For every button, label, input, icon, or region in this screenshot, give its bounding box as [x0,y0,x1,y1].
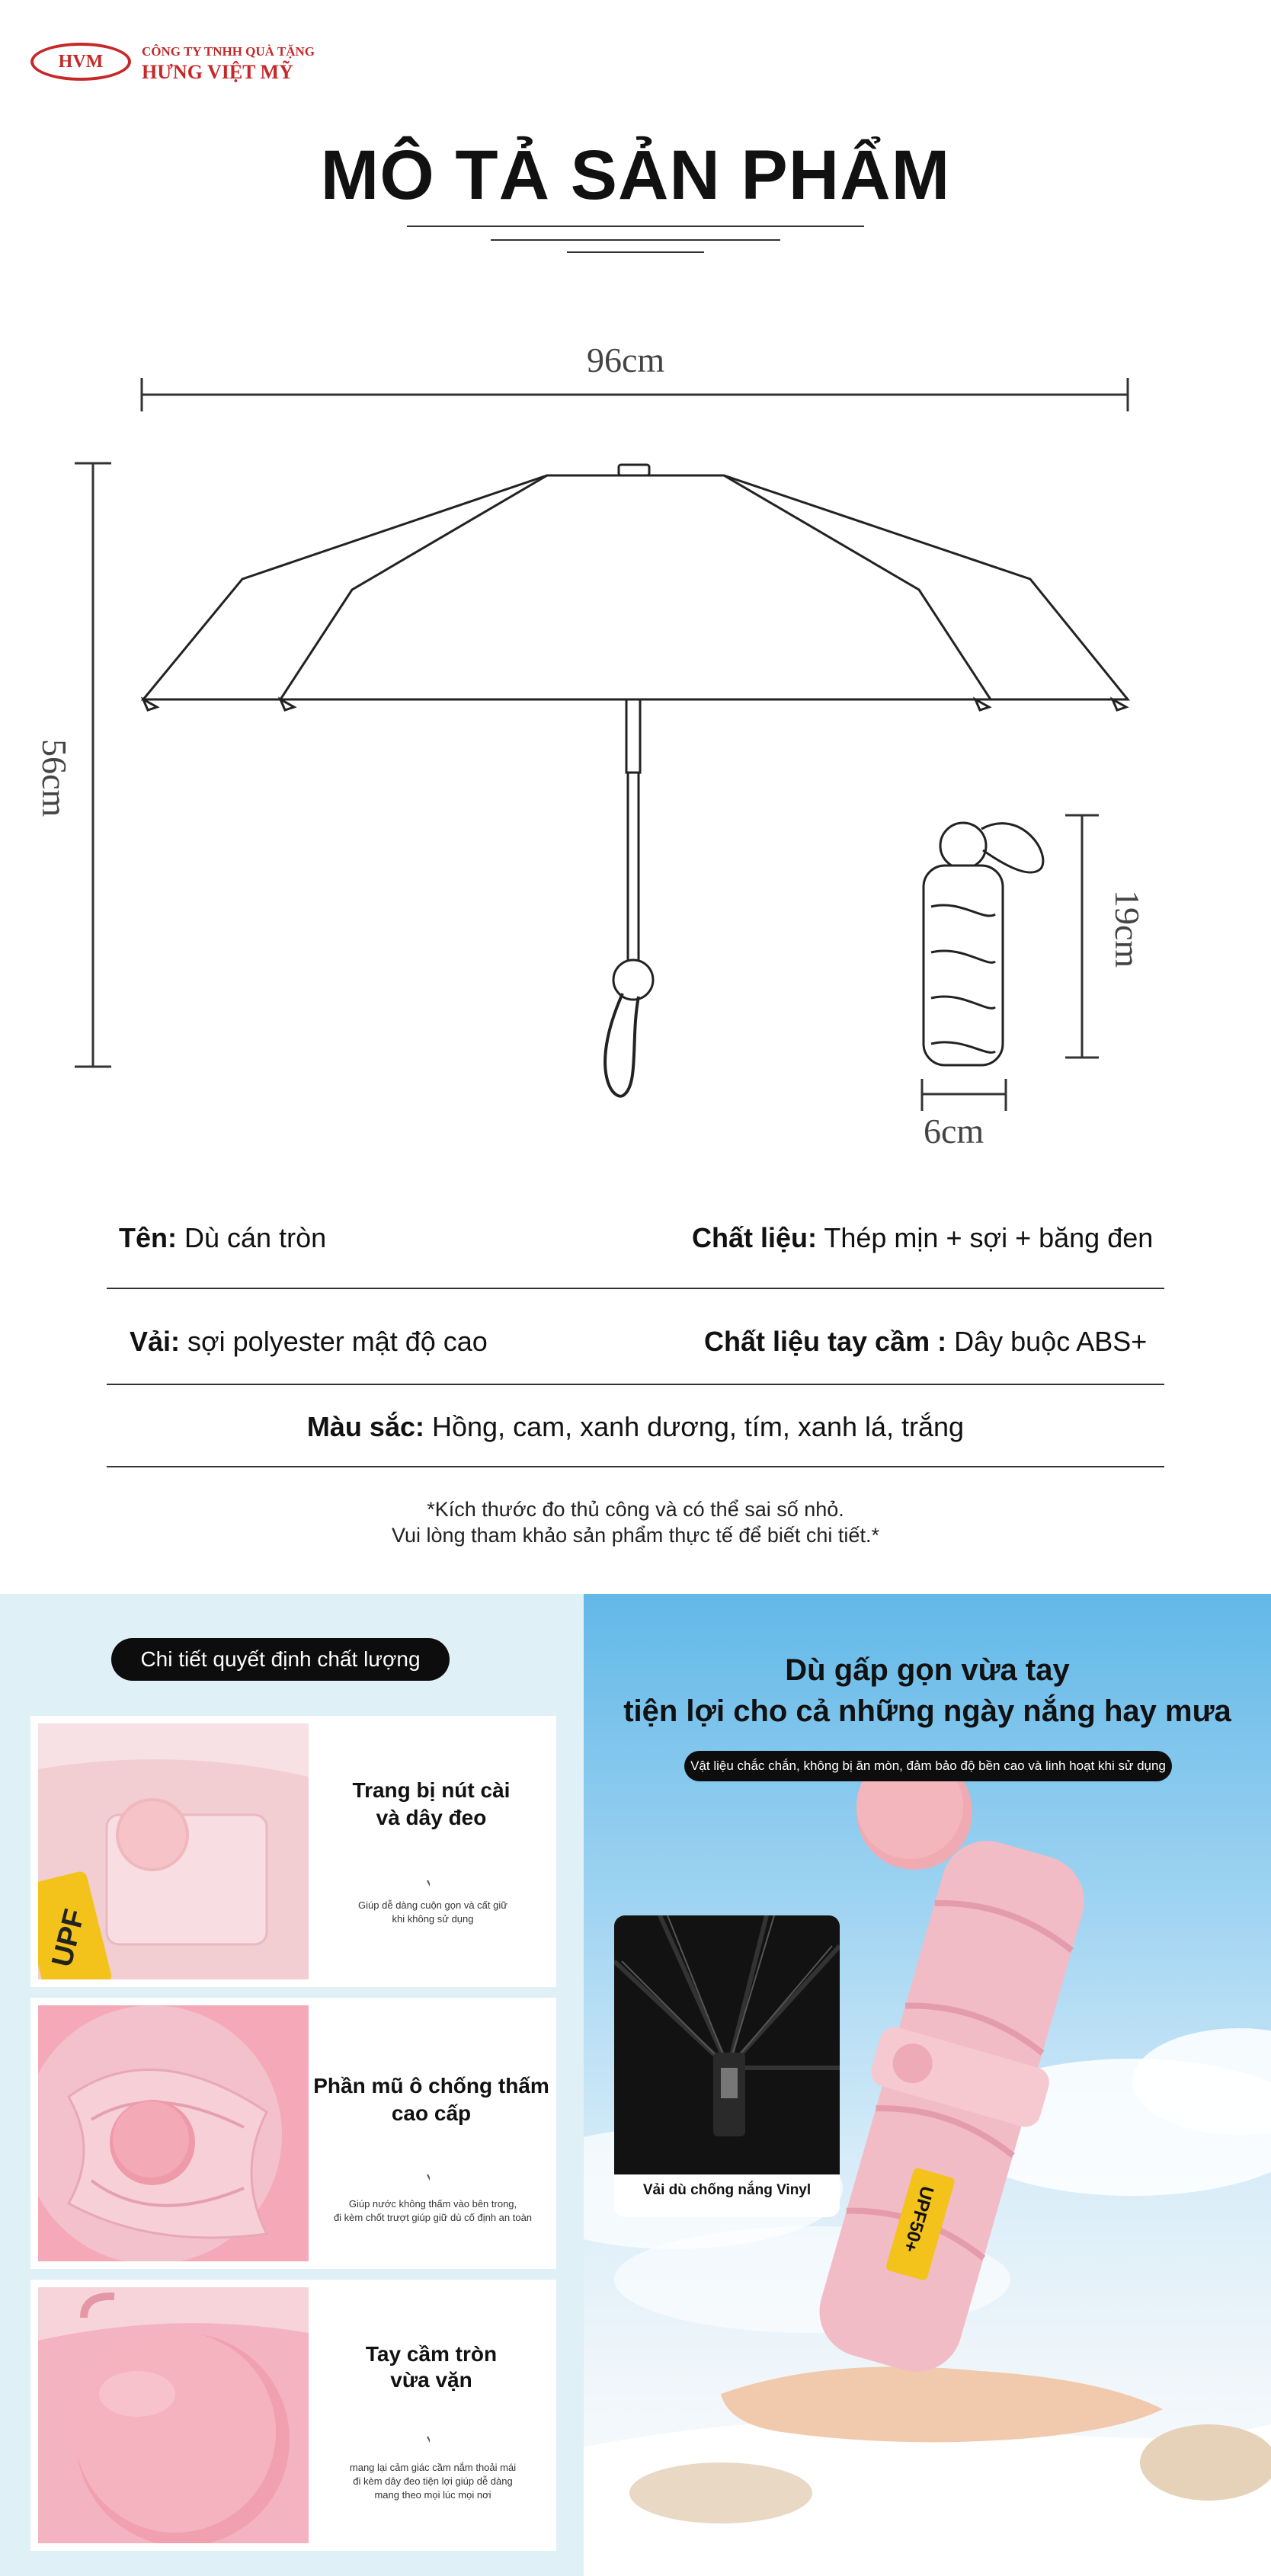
spec-fabric [130,1326,488,1358]
card3-desc-line2: đi kèm dây đeo tiện lợi giúp dễ dàng [353,2475,513,2487]
brand-logo-text: HVM [58,51,104,72]
card2-title-line1: Phần mũ ô chống thấm [313,2074,549,2098]
spec-name [119,1222,326,1254]
spec-handle-label: Chất liệu tay cầm : [704,1326,947,1357]
spec-color [0,1411,1271,1443]
height-label: 56cm [35,739,74,818]
closed-height-label: 19cm [1108,890,1147,968]
spec-handle-value: Dây buộc ABS+ [954,1326,1148,1357]
closed-width-label: 6cm [924,1112,984,1150]
upf-tag-text: UPF [46,1906,91,1970]
note-line-2: Vui lòng tham khảo sản phẩm thực tế để biết chi tiết.* [392,1524,879,1547]
spec-fabric-value: sợi polyester mật độ cao [187,1326,488,1357]
closed-width-dimension-line [922,1079,1006,1111]
spec-name-label: Tên: [119,1222,177,1253]
spec-name-value: Dù cán tròn [184,1222,327,1253]
promo-title-line2: tiện lợi cho cả những ngày nắng hay mưa [623,1694,1231,1728]
company-line: CÔNG TY TNHH QUÀ TẶNG [142,44,315,59]
spec-color-label: Màu sắc: [306,1411,424,1442]
feature-card-strap [30,1716,556,1987]
spec-handle [704,1326,1147,1358]
round-handle-illustration [38,2287,309,2543]
card1-title-line1: Trang bị nút cài [352,1778,511,1802]
spec-divider-2 [107,1384,1164,1385]
width-dimension-line [142,378,1128,411]
brand-logo-mark [30,43,131,81]
card3-desc-line1: mang lại cảm giác cầm nắm thoải mái [349,2462,517,2473]
strap-button-illustration [38,1723,309,1979]
card2-title-line2: cao cấp [391,2101,472,2125]
spec-divider-1 [107,1288,1164,1289]
feature-card-cap [30,1998,556,2269]
height-dimension-line [75,463,111,1067]
handle-photo [38,2287,309,2543]
spec-divider-3 [107,1466,1164,1467]
promo-title-line1: Dù gấp gọn vừa tay [785,1653,1070,1687]
title-divider-1 [407,226,864,227]
strap-photo [38,1723,309,1979]
waterproof-cap-illustration [38,2005,309,2261]
vinyl-inset-card [614,1915,840,2217]
card1-desc-line1: Giúp dễ dàng cuộn gọn và cất giữ [358,1899,507,1911]
vinyl-caption: Vải dù chống nắng Vinyl [642,2182,812,2198]
card3-desc-line3: mang theo mọi lúc mọi nơi [374,2489,491,2501]
card1-desc-line2: khi không sử dụng [392,1913,474,1925]
title-divider-3 [567,251,704,253]
cap-photo [38,2005,309,2261]
quality-badge: Chi tiết quyết định chất lượng [111,1638,450,1681]
spec-fabric-label: Vải: [130,1326,181,1357]
note-line-1: *Kích thước đo thủ công và có thể sai số nhỏ. [427,1498,844,1521]
down-arrow-icon [427,1844,430,1890]
vinyl-underside-photo [614,1915,840,2174]
down-arrow-icon [427,2400,430,2446]
card1-title-line2: và dây đeo [376,1806,487,1829]
card2-desc-line1: Giúp nước không thấm vào bên trong, [348,2198,517,2210]
closed-umbrella-drawing [924,823,1043,1065]
spec-material-label: Chất liệu: [692,1222,818,1253]
card2-desc-line2: đi kèm chốt trượt giúp giữ dù cố định an toàn [333,2212,533,2223]
down-arrow-icon [427,2138,430,2184]
page-title: MÔ TẢ SẢN PHẨM [320,136,951,214]
feature-card-handle [30,2280,556,2551]
spec-color-value: Hồng, cam, xanh dương, tím, xanh lá, trắng [432,1411,965,1442]
product-tag-text: UPF50+ [898,2184,938,2254]
umbrella-dimension-diagram [0,320,1271,1143]
company-name: HƯNG VIỆT MỸ [142,61,293,83]
closed-height-dimension-line [1065,815,1099,1058]
spec-material [692,1222,1153,1254]
title-divider-2 [491,239,780,241]
width-label: 96cm [587,341,665,379]
spec-material-value: Thép mịn + sợi + băng đen [824,1222,1154,1253]
card3-title-line2: vừa vặn [390,2368,472,2392]
promo-tagline: Vật liệu chắc chắn, không bị ăn mòn, đảm bảo độ bền cao và linh hoạt khi sử dụng [684,1751,1172,1781]
card3-title-line1: Tay cầm tròn [365,2342,498,2366]
